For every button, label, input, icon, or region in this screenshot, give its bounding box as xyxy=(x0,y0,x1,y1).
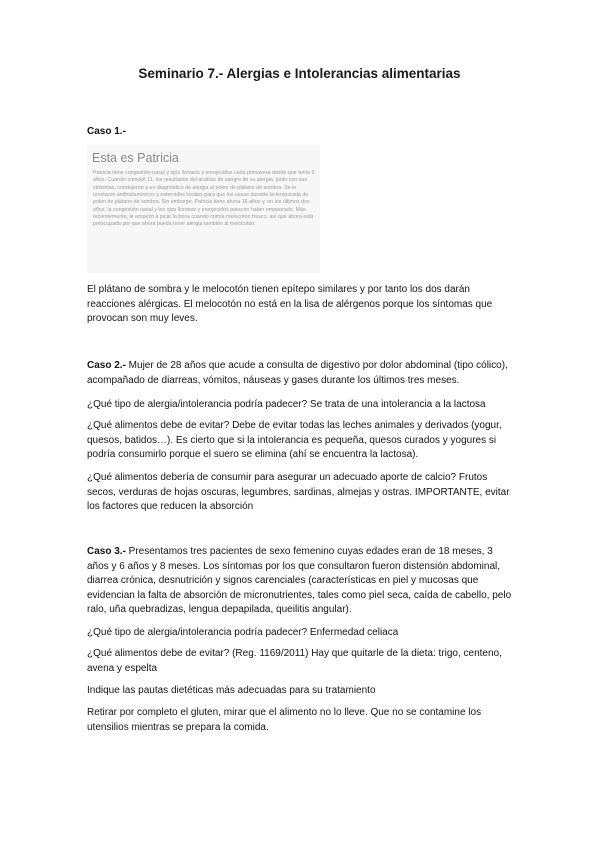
case1-heading: Caso 1.- xyxy=(87,126,126,137)
case1-image xyxy=(87,145,320,273)
case3-heading: Caso 3.- xyxy=(87,546,126,557)
page-title: Seminario 7.- Alergias e Intolerancias alimentarias xyxy=(138,66,461,81)
case1-image-title: Esta es Patricia xyxy=(92,151,179,165)
case2-question-1: ¿Qué tipo de alergia/intolerancia podría padecer? Se trata de una intolerancia a la lactosa xyxy=(87,399,486,410)
case2-intro xyxy=(87,359,517,388)
case2-heading: Caso 2.- xyxy=(87,360,126,371)
case3-question-2: ¿Qué alimentos debe de evitar? (Reg. 1169/2011) Hay que quitarle de la dieta: trigo, centeno, avena y espelta xyxy=(87,648,502,674)
case3-intro-text: Presentamos tres pacientes de sexo femenino cuyas edades eran de 18 meses, 3 años y 6 años y 8 meses. Los síntomas por los que consultaron fueron distensión abdominal, diarrea crónica, desnutrición y signos carenciales (características en piel y mucosas que evidencian la falta de absorción de micronutrientes, tales como piel seca, caída de cabello, pelo ralo, uña quebradizas, lengua depapilada, queilitis angular). xyxy=(87,546,512,616)
case3-answer: Retirar por completo el gluten, mirar que el alimento no lo lleve. Que no se contamine los utensilios mientras se prepara la comida. xyxy=(87,707,482,733)
case2-intro-text: Mujer de 28 años que acude a consulta de digestivo por dolor abdominal (tipo cólico), acompañado de diarreas, vómitos, náuseas y gases durante los últimos tres meses. xyxy=(87,360,508,386)
case3-question-1: ¿Qué tipo de alergia/intolerancia podría padecer? Enfermedad celiaca xyxy=(87,627,399,638)
case2-question-2: ¿Qué alimentos debe de evitar? Debe de evitar todas las leches animales y derivados (yogur, quesos, batidos…). Es cierto que si la intolerancia es pequeña, quesos curados y yogures si podría consumirlo porque el suero se elimina (ahí se encuentra la lactosa). xyxy=(87,420,502,461)
case3-intro xyxy=(87,545,517,618)
case3-question-3: Indique las pautas dietéticas más adecuadas para su tratamiento xyxy=(87,685,376,696)
case1-image-text: Patricia tiene congestión nasal y ojos llorosos y enrojecidos cada primavera desde que tenía 9 años. Cuando cumplió 11, los resultados del análisis de sangre de su alergia, junto con sus síntomas, condujeron a un diagnóstico de alergia al polen de plátano de sombra. Se le recetaron antihistamínicos y esteroides locales para que los usase durante la temporada de polen de plátano de sombra. Sin embargo, Patricia tiene ahora 16 años y, en los últimos dos años, la congestión nasal y los ojos llorosos y enrojecidos parecen haber empeorado. Más recientemente, le empezó a picar la boca cuando comía melocotón fresco, así que ahora está preocupada por que ahora pueda tener alergia también al melocotón. xyxy=(93,170,315,228)
case1-answer: El plátano de sombra y le melocotón tienen epítepo similares y por tanto los dos darán reacciones alérgicas. El melocotón no está en la lisa de alérgenos porque los síntomas que provocan son muy leves. xyxy=(87,284,493,325)
case2-question-3: ¿Qué alimentos debería de consumir para asegurar un adecuado aporte de calcio? Frutos secos, verduras de hojas oscuras, legumbres, sardinas, almejas y ostras. IMPORTANTE, evitar los factores que reducen la absorción xyxy=(87,472,510,513)
